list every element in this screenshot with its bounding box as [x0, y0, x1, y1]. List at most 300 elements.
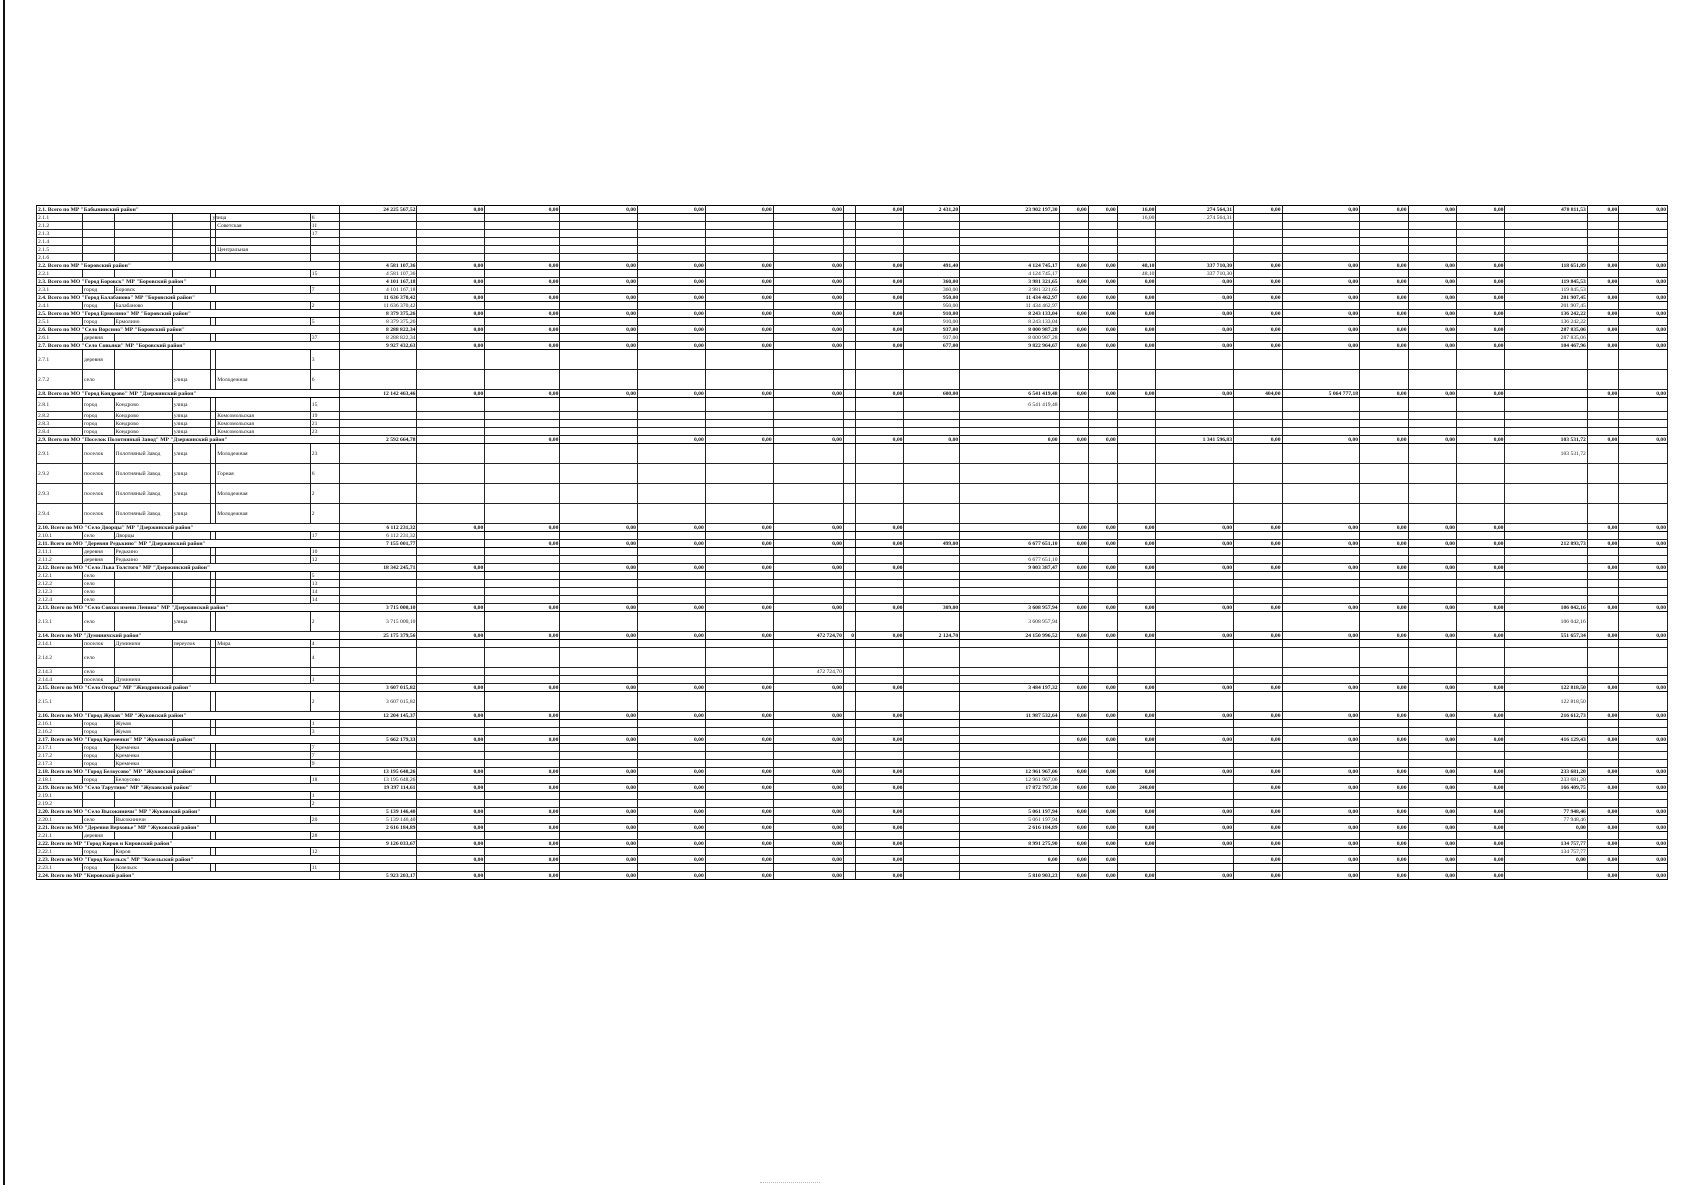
table-cell: [637, 776, 705, 784]
table-cell: 8 288 822,34: [339, 334, 417, 342]
table-cell: [485, 612, 560, 632]
table-cell: [1456, 286, 1504, 294]
table-cell: 0,00: [1360, 604, 1408, 612]
table-cell: [773, 572, 843, 580]
table-cell: [1156, 816, 1234, 824]
table-cell: [485, 720, 560, 728]
table-cell: [485, 640, 560, 648]
table-cell: [904, 464, 960, 484]
table-cell: 937,00: [904, 334, 960, 342]
table-cell: [1282, 744, 1360, 752]
table-cell: [172, 254, 211, 262]
table-cell: [172, 214, 211, 222]
table-cell: 0,00: [485, 278, 560, 286]
table-cell: [1408, 776, 1456, 784]
table-cell: [705, 832, 773, 840]
table-cell: 8 000 987,28: [960, 326, 1059, 334]
table-cell: [843, 784, 855, 792]
table-cell: [485, 864, 560, 872]
table-cell: [1059, 504, 1088, 524]
table-row: [37, 254, 1668, 262]
table-cell: [339, 832, 417, 840]
table-cell: [1456, 760, 1504, 768]
table-cell: [856, 792, 904, 800]
table-cell: [1408, 596, 1456, 604]
table-cell: [637, 556, 705, 564]
table-cell: 0,00: [705, 736, 773, 744]
table-cell: село: [83, 648, 115, 668]
table-cell: [960, 254, 1059, 262]
table-cell: [1282, 464, 1360, 484]
table-cell: [1587, 720, 1619, 728]
table-cell: [1360, 254, 1408, 262]
table-cell: [1505, 214, 1587, 222]
subtotal-row: [37, 784, 1668, 792]
table-cell: [1059, 230, 1088, 238]
table-cell: [773, 214, 843, 222]
table-cell: 0,00: [1456, 326, 1504, 334]
row-number-cell: 2.18.1: [37, 776, 83, 784]
table-cell: 0,00: [1408, 840, 1456, 848]
table-row: [37, 548, 1668, 556]
table-cell: [485, 350, 560, 370]
table-cell: [773, 370, 843, 390]
table-cell: [843, 222, 855, 230]
table-cell: [960, 412, 1059, 420]
table-cell: [1619, 792, 1668, 800]
table-row: [37, 760, 1668, 768]
table-cell: [1456, 254, 1504, 262]
subtotal-title-cell: 2.23. Всего по МО "Город Козельск" МР "Козельский район": [37, 856, 340, 864]
table-row: [37, 596, 1668, 604]
row-number-cell: 2.1.6: [37, 254, 83, 262]
table-cell: [856, 246, 904, 254]
table-cell: 0,00: [1156, 326, 1234, 334]
table-cell: 6 112 231,32: [339, 524, 417, 532]
table-cell: 0,00: [417, 856, 485, 864]
table-cell: 0,00: [1360, 824, 1408, 832]
table-cell: 0,00: [1088, 540, 1117, 548]
table-cell: [560, 676, 638, 684]
table-cell: [1234, 776, 1282, 784]
table-cell: [773, 612, 843, 632]
table-cell: [1088, 334, 1117, 342]
table-cell: [1505, 412, 1587, 420]
table-cell: 6: [310, 370, 339, 390]
table-cell: 0,00: [1059, 436, 1088, 444]
table-cell: поселок: [83, 676, 115, 684]
table-cell: 0,00: [1587, 390, 1619, 398]
table-cell: [1088, 504, 1117, 524]
row-number-cell: 2.8.3: [37, 420, 83, 428]
table-cell: 0,00: [1408, 294, 1456, 302]
table-cell: [172, 334, 211, 342]
table-cell: 0,00: [1456, 872, 1504, 880]
table-cell: 0,00: [485, 294, 560, 302]
table-cell: 0,00: [1059, 390, 1088, 398]
table-cell: [1282, 270, 1360, 278]
row-number-cell: 2.1.4: [37, 238, 83, 246]
table-cell: [637, 816, 705, 824]
table-cell: [843, 464, 855, 484]
table-cell: [705, 350, 773, 370]
table-cell: 0,00: [1408, 712, 1456, 720]
table-cell: [705, 302, 773, 310]
table-cell: [843, 302, 855, 310]
table-cell: [114, 648, 172, 668]
table-cell: 0,00: [1456, 856, 1504, 864]
table-cell: 0,00: [1456, 342, 1504, 350]
table-cell: 0,00: [417, 824, 485, 832]
table-cell: [1088, 800, 1117, 808]
table-cell: [773, 238, 843, 246]
table-cell: [856, 864, 904, 872]
table-cell: [1088, 572, 1117, 580]
table-cell: 0,00: [1059, 784, 1088, 792]
table-cell: [1619, 286, 1668, 294]
table-cell: [1360, 792, 1408, 800]
table-cell: 0,00: [417, 524, 485, 532]
table-cell: 0,00: [1456, 390, 1504, 398]
table-cell: [485, 648, 560, 668]
table-cell: [417, 222, 485, 230]
table-cell: 0,00: [1587, 808, 1619, 816]
table-cell: 0,00: [1360, 390, 1408, 398]
table-cell: [1117, 612, 1156, 632]
table-cell: Молодежная: [216, 444, 311, 464]
table-cell: 0,00: [417, 840, 485, 848]
table-cell: [904, 412, 960, 420]
table-cell: [1619, 648, 1668, 668]
table-cell: [114, 596, 172, 604]
table-cell: 0,00: [637, 856, 705, 864]
table-cell: 20: [310, 816, 339, 824]
table-cell: [904, 350, 960, 370]
table-cell: [1408, 760, 1456, 768]
table-cell: [1619, 412, 1668, 420]
table-cell: [83, 214, 115, 222]
table-cell: 0,00: [1587, 824, 1619, 832]
table-cell: [843, 744, 855, 752]
table-cell: [960, 370, 1059, 390]
table-cell: [417, 370, 485, 390]
table-cell: [417, 728, 485, 736]
table-row: [37, 832, 1668, 840]
table-cell: [705, 270, 773, 278]
table-cell: 0,00: [1234, 326, 1282, 334]
table-cell: [339, 246, 417, 254]
table-cell: [904, 640, 960, 648]
table-cell: [485, 816, 560, 824]
table-cell: [960, 848, 1059, 856]
table-cell: [216, 792, 311, 800]
table-cell: [1156, 668, 1234, 676]
table-cell: 0,00: [1587, 294, 1619, 302]
table-cell: 0,00: [1117, 872, 1156, 880]
table-cell: [1505, 532, 1587, 540]
table-cell: [1282, 776, 1360, 784]
table-cell: [485, 334, 560, 342]
table-cell: [960, 222, 1059, 230]
table-cell: [1619, 744, 1668, 752]
table-cell: 11 987 532,64: [960, 712, 1059, 720]
table-cell: [1408, 444, 1456, 464]
table-cell: [1360, 676, 1408, 684]
table-cell: 7 155 001,77: [339, 540, 417, 548]
table-cell: [1088, 676, 1117, 684]
table-cell: [1059, 412, 1088, 420]
subtotal-row: [37, 736, 1668, 744]
table-cell: [83, 246, 115, 254]
table-cell: [637, 398, 705, 412]
table-cell: [705, 222, 773, 230]
table-cell: [1088, 412, 1117, 420]
table-cell: [1059, 776, 1088, 784]
table-cell: [1456, 214, 1504, 222]
table-cell: [856, 318, 904, 326]
table-cell: [904, 420, 960, 428]
table-cell: [1059, 270, 1088, 278]
table-cell: 0,00: [560, 390, 638, 398]
subtotal-row: [37, 524, 1668, 532]
table-cell: [1156, 676, 1234, 684]
table-cell: 0,00: [856, 294, 904, 302]
table-cell: [904, 222, 960, 230]
table-cell: 0,00: [705, 684, 773, 692]
table-cell: 4 581 107,36: [339, 262, 417, 270]
table-cell: 287 835,06: [1505, 334, 1587, 342]
table-cell: [773, 816, 843, 824]
table-cell: [1117, 668, 1156, 676]
table-cell: [773, 640, 843, 648]
subtotal-row: [37, 262, 1668, 270]
table-cell: [1234, 444, 1282, 464]
table-cell: [216, 254, 311, 262]
table-cell: [1456, 612, 1504, 632]
table-cell: 0,00: [773, 524, 843, 532]
table-cell: 0,00: [1234, 342, 1282, 350]
table-cell: [904, 588, 960, 596]
table-cell: 0,00: [856, 856, 904, 864]
table-cell: 3 715 000,10: [339, 612, 417, 632]
table-cell: 287 835,06: [1505, 326, 1587, 334]
subtotal-title-cell: 2.14. Всего по МР "Думиничский район": [37, 632, 340, 640]
table-cell: 0,00: [485, 840, 560, 848]
table-cell: [904, 214, 960, 222]
table-cell: [1088, 532, 1117, 540]
table-cell: [843, 588, 855, 596]
table-cell: [1456, 238, 1504, 246]
table-cell: [705, 428, 773, 436]
table-cell: 0,00: [856, 278, 904, 286]
table-cell: Полотняный Завод: [114, 484, 172, 504]
table-cell: 0,00: [560, 824, 638, 832]
table-cell: [904, 484, 960, 504]
table-cell: [1234, 752, 1282, 760]
table-cell: [485, 302, 560, 310]
table-cell: [1156, 444, 1234, 464]
table-cell: 0,00: [856, 326, 904, 334]
table-cell: 0,00: [1234, 840, 1282, 848]
table-cell: 0,00: [1408, 524, 1456, 532]
table-cell: 0,00: [705, 824, 773, 832]
table-cell: [843, 334, 855, 342]
table-cell: [1360, 350, 1408, 370]
table-cell: [172, 676, 211, 684]
table-cell: [637, 832, 705, 840]
table-cell: [1619, 760, 1668, 768]
table-cell: [1117, 504, 1156, 524]
table-cell: [773, 246, 843, 254]
table-cell: 0,00: [1456, 294, 1504, 302]
table-row: [37, 800, 1668, 808]
table-cell: 103 531,72: [1505, 444, 1587, 464]
table-cell: Ермолино: [114, 318, 172, 326]
table-cell: 0,00: [856, 524, 904, 532]
table-cell: 0,00: [1088, 390, 1117, 398]
table-cell: [904, 230, 960, 238]
table-cell: Молодежная: [216, 484, 311, 504]
table-cell: [843, 214, 855, 222]
table-cell: 0,00: [485, 768, 560, 776]
table-cell: 0,00: [1117, 540, 1156, 548]
table-cell: [843, 436, 855, 444]
table-cell: Кондрово: [114, 398, 172, 412]
subtotal-row: [37, 768, 1668, 776]
table-row: [37, 612, 1668, 632]
row-number-cell: 2.12.2: [37, 580, 83, 588]
table-cell: город: [83, 752, 115, 760]
table-cell: 3 981 321,65: [960, 286, 1059, 294]
table-cell: 0,00: [1088, 824, 1117, 832]
table-cell: 201 907,45: [1505, 302, 1587, 310]
table-cell: 0,00: [485, 824, 560, 832]
table-cell: [1505, 428, 1587, 436]
table-cell: [1505, 720, 1587, 728]
table-cell: Кондрово: [114, 428, 172, 436]
table-cell: [417, 556, 485, 564]
table-cell: [485, 420, 560, 428]
table-cell: [637, 676, 705, 684]
table-cell: [904, 816, 960, 824]
table-cell: 0,00: [1587, 524, 1619, 532]
table-cell: [1117, 254, 1156, 262]
subtotal-title-cell: 2.13. Всего по МО "Село Совхоз имени Ленина" МР "Дзержинский район": [37, 604, 340, 612]
table-cell: 0,00: [1587, 326, 1619, 334]
table-cell: [637, 612, 705, 632]
table-cell: 2: [310, 800, 339, 808]
table-cell: [560, 692, 638, 712]
table-cell: [856, 692, 904, 712]
table-cell: [773, 254, 843, 262]
table-cell: [1156, 504, 1234, 524]
table-cell: [1456, 596, 1504, 604]
table-cell: Кременки: [114, 744, 172, 752]
table-cell: [1088, 728, 1117, 736]
table-cell: 119 845,53: [1505, 278, 1587, 286]
table-cell: [1408, 720, 1456, 728]
table-cell: [1587, 532, 1619, 540]
table-cell: [1587, 572, 1619, 580]
subtotal-title-cell: 2.16. Всего по МО "Город Жуков" МР "Жуковский район": [37, 712, 340, 720]
table-cell: [417, 752, 485, 760]
table-cell: 0,00: [1408, 856, 1456, 864]
table-cell: [1059, 464, 1088, 484]
table-cell: [843, 864, 855, 872]
row-number-cell: 2.11.2: [37, 556, 83, 564]
table-cell: 0,00: [773, 736, 843, 744]
table-cell: [1059, 214, 1088, 222]
table-cell: город: [83, 776, 115, 784]
table-cell: [1619, 848, 1668, 856]
table-cell: [1117, 238, 1156, 246]
table-row: [37, 776, 1668, 784]
table-cell: [1587, 580, 1619, 588]
table-cell: [216, 720, 311, 728]
table-cell: [1117, 596, 1156, 604]
table-cell: [1587, 588, 1619, 596]
table-row: [37, 744, 1668, 752]
table-cell: 0,00: [560, 808, 638, 816]
table-cell: 0,00: [417, 294, 485, 302]
table-cell: 360,00: [904, 286, 960, 294]
table-cell: [1088, 556, 1117, 564]
table-cell: 2: [310, 504, 339, 524]
table-cell: [1234, 504, 1282, 524]
table-cell: Кременки: [114, 752, 172, 760]
table-cell: 13 195 648,26: [339, 768, 417, 776]
table-cell: 5 139 146,40: [339, 816, 417, 824]
table-cell: [1456, 548, 1504, 556]
table-cell: [904, 398, 960, 412]
table-cell: 0,00: [1619, 390, 1668, 398]
table-cell: 0,00: [856, 808, 904, 816]
table-cell: Кондрово: [114, 420, 172, 428]
table-cell: 5 923 203,17: [339, 872, 417, 880]
table-cell: [1117, 832, 1156, 840]
table-cell: [1408, 572, 1456, 580]
table-cell: [1282, 444, 1360, 464]
row-number-cell: 2.1.2: [37, 222, 83, 230]
table-cell: [856, 588, 904, 596]
table-cell: [216, 816, 311, 824]
table-cell: [904, 648, 960, 668]
table-cell: 0,00: [417, 342, 485, 350]
table-cell: 0,00: [904, 436, 960, 444]
table-cell: 0,00: [485, 342, 560, 350]
table-cell: [1059, 444, 1088, 464]
table-cell: [1059, 832, 1088, 840]
table-cell: [1456, 728, 1504, 736]
table-cell: 0,00: [1360, 524, 1408, 532]
table-cell: 910,00: [904, 310, 960, 318]
table-cell: [1156, 856, 1234, 864]
subtotal-title-cell: 2.20. Всего по МО "Село Высокиничи" МР "Жуковский район": [37, 808, 340, 816]
table-cell: [904, 728, 960, 736]
table-cell: [1088, 692, 1117, 712]
table-cell: [485, 548, 560, 556]
subtotal-title-cell: 2.17. Всего по МО "Город Кременки" МР "Жуковский район": [37, 736, 340, 744]
row-number-cell: 2.20.1: [37, 816, 83, 824]
table-cell: [560, 428, 638, 436]
table-cell: [560, 720, 638, 728]
table-cell: [1117, 230, 1156, 238]
table-cell: [843, 692, 855, 712]
table-cell: 0,00: [637, 540, 705, 548]
table-cell: [637, 286, 705, 294]
table-cell: [1117, 676, 1156, 684]
table-cell: [904, 612, 960, 632]
